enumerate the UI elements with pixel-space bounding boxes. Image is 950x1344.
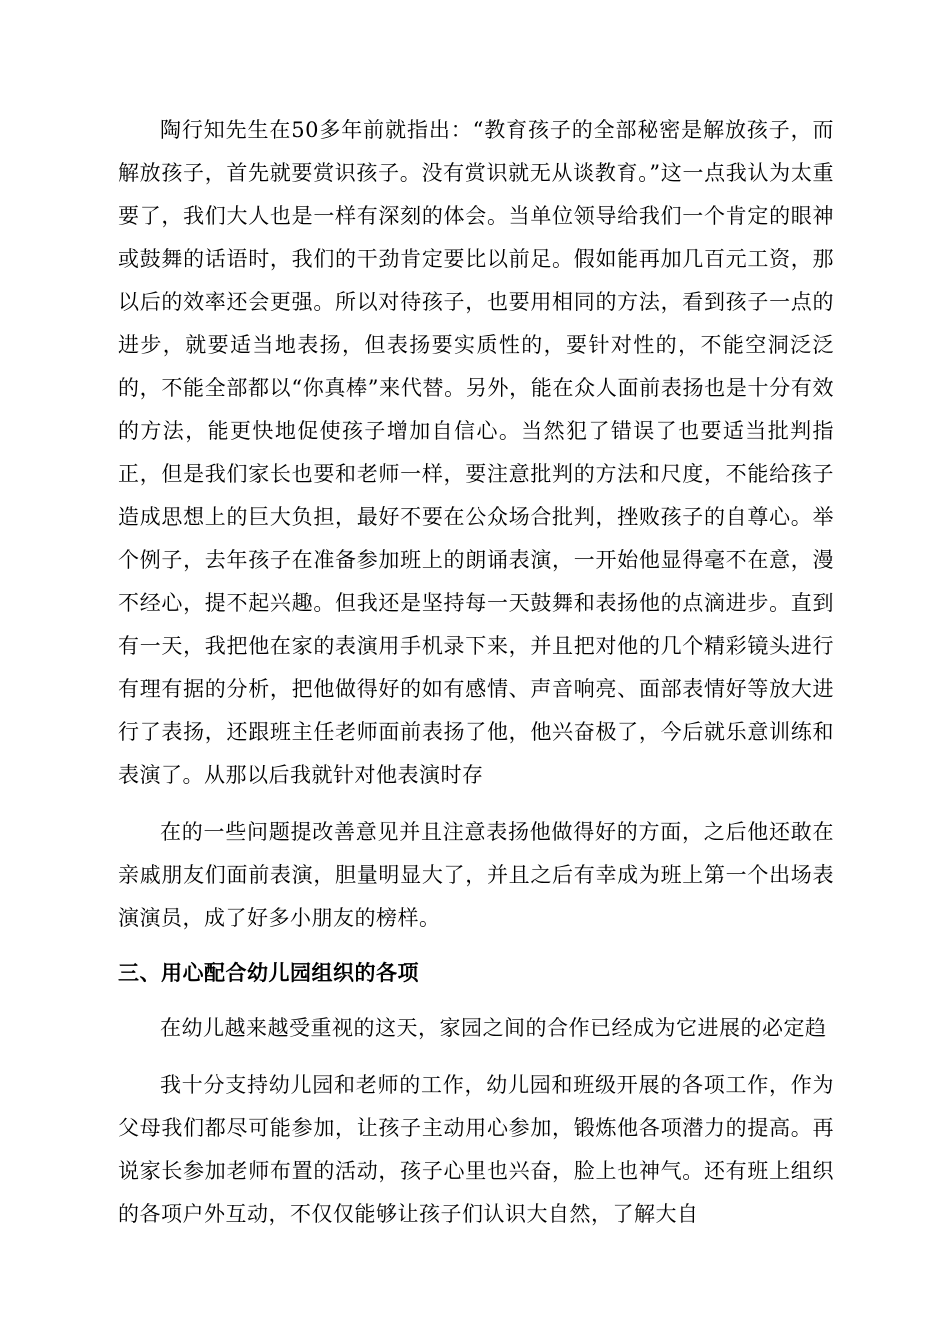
document-body: [118, 109, 834, 1236]
paragraph-praise-method: 陶行知先生在50多年前就指出：“教育孩子的全部秘密是解放孩子，而解放孩子，首先就要赏识孩子。没有赏识就无从谈教育。”这一点我认为太重要了，我们大人也是一样有深刻的体会。当单位领导给我们一个肯定的眼神或鼓舞的话语时，我们的干劲肯定要比以前足。假如能再加几百元工资，那以后的效率还会更强。所以对待孩子，也要用相同的方法，看到孩子一点的进步，就要适当地表扬，但表扬要实质性的，要针对性的，不能空洞泛泛的，不能全部都以“你真棒”来代替。另外，能在众人面前表扬也是十分有效的方法，能更快地促使孩子增加自信心。当然犯了错误了也要适当批判指正，但是我们家长也要和老师一样，要注意批判的方法和尺度，不能给孩子造成思想上的巨大负担，最好不要在公众场合批判，挫败孩子的自尊心。举个例子，去年孩子在准备参加班上的朗诵表演，一开始他显得毫不在意，漫不经心，提不起兴趣。但我还是坚持每一天鼓舞和表扬他的点滴进步。直到有一天，我把他在家的表演用手机录下来，并且把对他的几个精彩镜头进行有理有据的分析，把他做得好的如有感情、声音响亮、面部表情好等放大进行了表扬，还跟班主任老师面前表扬了他，他兴奋极了，今后就乐意训练和表演了。从那以后我就针对他表演时存: [118, 118, 834, 787]
paragraph-home-school-cooperation: 在幼儿越来越受重视的这天，家园之间的合作已经成为它进展的必定趋: [160, 1016, 827, 1040]
paragraph-support-kindergarten: 我十分支持幼儿园和老师的工作，幼儿园和班级开展的各项工作，作为父母我们都尽可能参加，让孩子主动用心参加，锻炼他各项潜力的提高。再说家长参加老师布置的活动，孩子心里也兴奋，脸上也神气。还有班上组织的各项户外互动，不仅仅能够让孩子们认识大自然，了解大自: [118, 1073, 834, 1226]
paragraph-performance-result: 在的一些问题提改善意见并且注意表扬他做得好的方面，之后他还敢在亲戚朋友们面前表演，胆量明显大了，并且之后有幸成为班上第一个出场表演演员，成了好多小朋友的榜样。: [118, 820, 834, 930]
section-heading-cooperation: 三、用心配合幼儿园组织的各项: [118, 961, 419, 985]
